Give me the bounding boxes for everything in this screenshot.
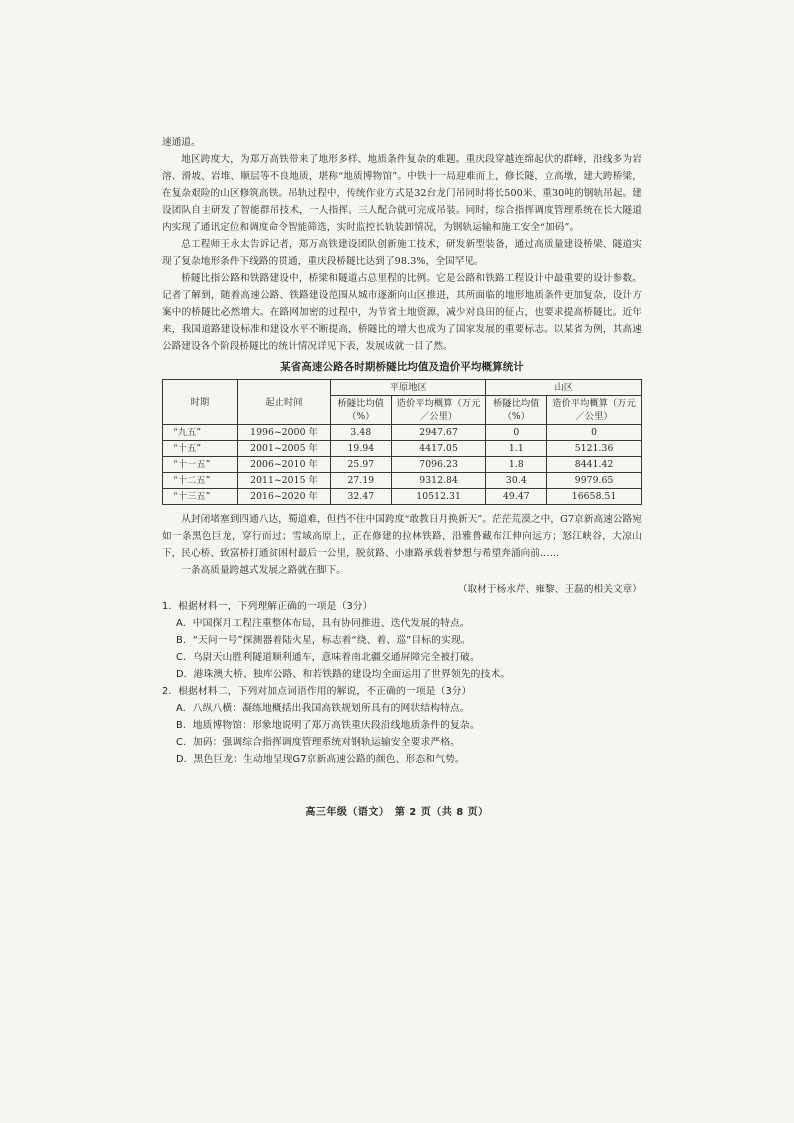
table-cell-m-cost: 16658.51	[547, 489, 642, 505]
table-row	[163, 441, 642, 457]
table-cell-p-ratio: 3.48	[331, 425, 392, 441]
question-option: B．地质博物馆：形象地说明了郑万高铁重庆段沿线地质条件的复杂。	[176, 720, 480, 731]
table-cell-m-ratio: 30.4	[486, 473, 547, 489]
article-paragraph: 桥隧比指公路和铁路建设中，桥梁和隧道占总里程的比例。它是公路和铁路工程设计中最重要的设计参数。记者了解到，随着高速公路、铁路建设范围从城市逐渐向山区推进，其所面临的地形地质条件更加复杂，设计方案中的桥隧比必然增大。在路网加密的过程中，为节省土地资源，减少对良田的征占，也要求提高桥隧比。近年来，我国道路建设标准和建设水平不断提高，桥隧比的增大也成为了国家发展的重要标志。以某省为例，其高速公路建设各个阶段桥隧比的统计情况详见下表，发展成就一目了然。	[162, 273, 642, 352]
table-cell-p-cost: 2947.67	[391, 425, 486, 441]
table-title: 某省高速公路各时期桥隧比均值及造价平均概算统计	[280, 361, 524, 373]
table-cell-m-ratio: 1.8	[486, 457, 547, 473]
subheader-plain-cost: 造价平均概算（万元／公里）	[391, 396, 486, 425]
table-row	[163, 457, 642, 473]
table-cell-p-ratio: 27.19	[331, 473, 392, 489]
table-row	[163, 425, 642, 441]
question-option: A．中国探月工程注重整体布局，具有协同推进、迭代发展的特点。	[176, 618, 470, 629]
table-cell-p-cost: 4417.05	[391, 441, 486, 457]
conclusion-paragraph: 一条高质量跨越式发展之路就在脚下。	[181, 565, 346, 576]
question-stem: 1．根据材料一，下列理解正确的一项是（3分）	[162, 601, 373, 612]
table-cell-m-cost: 5121.36	[547, 441, 642, 457]
statistics-table	[162, 379, 642, 505]
table-cell-time: 2006~2010 年	[238, 457, 331, 473]
table-cell-period: “九五”	[163, 425, 238, 441]
table-cell-period: “十五”	[163, 441, 238, 457]
subheader-mountain-ratio: 桥隧比均值（%）	[486, 396, 547, 425]
table-cell-p-cost: 9312.84	[391, 473, 486, 489]
page-content	[162, 134, 642, 768]
table-cell-time: 2001~2005 年	[238, 441, 331, 457]
subheader-plain-ratio: 桥隧比均值（%）	[331, 396, 392, 425]
question-stem: 2．根据材料二，下列对加点词语作用的解说，不正确的一项是（3分）	[162, 686, 472, 697]
question-option: C．加码：强调综合指挥调度管理系统对钢轨运输安全要求严格。	[176, 737, 461, 748]
table-row	[163, 473, 642, 489]
table-header-row	[163, 380, 642, 396]
table-cell-m-ratio: 1.1	[486, 441, 547, 457]
article-paragraph: 速通道。	[162, 137, 201, 148]
subheader-mountain-cost: 造价平均概算（万元／公里）	[547, 396, 642, 425]
table-cell-period: “十二五”	[163, 473, 238, 489]
table-cell-time: 1996~2000 年	[238, 425, 331, 441]
table-cell-time: 2016~2020 年	[238, 489, 331, 505]
article-body	[162, 134, 642, 355]
table-cell-p-cost: 10512.31	[391, 489, 486, 505]
question-option: D．黑色巨龙：生动地呈现G7京新高速公路的颜色、形态和气势。	[176, 754, 465, 765]
table-cell-time: 2011~2015 年	[238, 473, 331, 489]
table-cell-period: “十一五”	[163, 457, 238, 473]
article-conclusion	[162, 511, 642, 579]
question-option: D．港珠澳大桥、独库公路、和若铁路的建设均全面运用了世界领先的技术。	[176, 669, 511, 680]
table-cell-p-ratio: 32.47	[331, 489, 392, 505]
table-cell-p-ratio: 19.94	[331, 441, 392, 457]
questions-section	[162, 598, 642, 768]
question-option: B．“天问一号”探测器着陆火星，标志着“绕、着、巡”目标的实现。	[176, 635, 471, 646]
header-mountain: 山区	[486, 380, 642, 396]
header-period: 时期	[163, 380, 238, 425]
table-cell-m-cost: 9979.65	[547, 473, 642, 489]
table-row	[163, 489, 642, 505]
header-plain: 平原地区	[331, 380, 486, 396]
table-cell-p-ratio: 25.97	[331, 457, 392, 473]
article-paragraph: 地区跨度大，为郑万高铁带来了地形多样、地质条件复杂的难题。重庆段穿越连绵起伏的群峰，沿线多为岩溶、滑坡、岩堆、顺层等不良地质，堪称“地质博物馆”。中铁十一局迎难而上，修长隧，立高墩，建大跨桥梁，在复杂艰险的山区修筑高铁。吊轨过程中，传统作业方式是32台龙门吊同时将长500米、重30吨的钢轨吊起。建设团队自主研发了智能群吊技术，一人指挥、三人配合就可完成吊装。同时，综合指挥调度管理系统在长大隧道内实现了通讯定位和调度命令智能筛选，实时监控长轨装卸情况，为钢轨运输和施工安全“加码”。	[162, 154, 642, 233]
question-option: C．乌尉天山胜利隧道顺利通车，意味着南北疆交通屏障完全被打破。	[176, 652, 480, 663]
table-cell-m-cost: 8441.42	[547, 457, 642, 473]
question-option: A．八纵八横：凝练地概括出我国高铁规划所具有的网状结构特点。	[176, 703, 470, 714]
article-paragraph: 总工程师王永太告诉记者，郑万高铁建设团队创新施工技术，研发新型装备，通过高质量建设桥梁、隧道实现了复杂地形条件下线路的贯通，重庆段桥隧比达到了98.3%，全国罕见。	[162, 239, 642, 267]
conclusion-paragraph: 从封闭堵塞到四通八达，蜀道难，但挡不住中国跨度“敢教日月换新天”。茫茫荒漠之中，G7京新高速公路宛如一条黑色巨龙，穿行而过；雪域高原上，正在修建的拉林铁路，沿雅鲁藏布江伸向远方；怒江峡谷，大凉山下，民心桥、致富桥打通贫困村最后一公里，脱贫路、小康路承载着梦想与希望奔涌向前……	[162, 514, 642, 559]
table-cell-m-ratio: 0	[486, 425, 547, 441]
page-footer: 高三年级（语文） 第 2 页（共 8 页）	[305, 807, 489, 818]
table-cell-m-cost: 0	[547, 425, 642, 441]
source-attribution: （取材于杨永芹、雍黎、王磊的相关文章）	[457, 584, 642, 595]
header-time: 起止时间	[238, 380, 331, 425]
table-cell-m-ratio: 49.47	[486, 489, 547, 505]
table-cell-p-cost: 7096.23	[391, 457, 486, 473]
table-cell-period: “十三五”	[163, 489, 238, 505]
